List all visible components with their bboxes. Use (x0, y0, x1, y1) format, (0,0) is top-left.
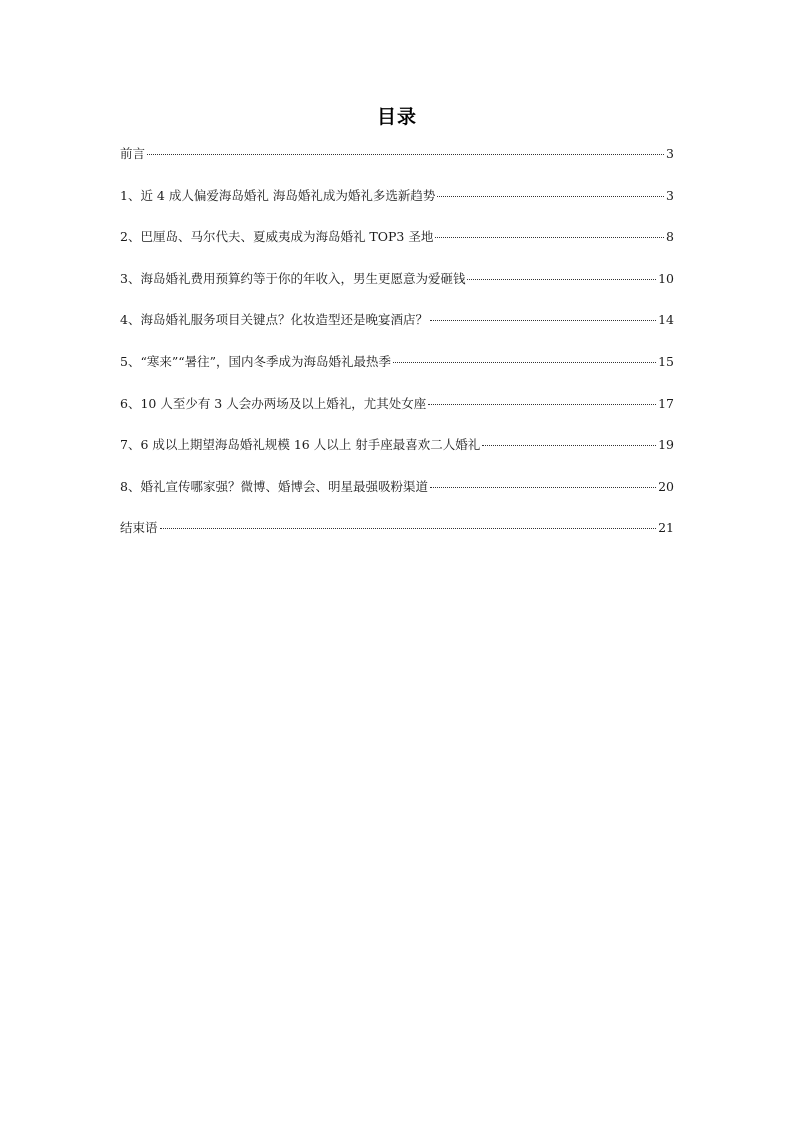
toc-entry-text: 前言 (120, 146, 146, 161)
toc-page-number: 17 (658, 395, 674, 411)
toc-entry-text: 2、巴厘岛、马尔代夫、夏威夷成为海岛婚礼 TOP3 圣地 (120, 229, 434, 245)
toc-page-number: 3 (666, 146, 674, 161)
toc-entry-text: 6、10 人至少有 3 人会办两场及以上婚礼，尤其处女座 (120, 395, 427, 411)
toc-dot-leader (430, 320, 656, 321)
toc-entry-preface[interactable] (120, 143, 674, 185)
toc-entry-7[interactable] (120, 434, 674, 476)
toc-entry-text: 3、海岛婚礼费用预算约等于你的年收入，男生更愿意为爱砸钱 (120, 270, 466, 286)
toc-dot-leader (428, 404, 656, 405)
toc-entry-4[interactable] (120, 309, 674, 351)
toc-entry-5[interactable] (120, 351, 674, 393)
toc-title: 目录 (376, 106, 417, 128)
toc-page-number: 21 (658, 520, 674, 536)
toc-page-number: 10 (658, 270, 674, 286)
toc-dot-leader (393, 362, 656, 363)
toc-page-number: 20 (658, 478, 674, 494)
toc-entry-2[interactable] (120, 226, 674, 268)
toc-page-number: 8 (666, 229, 674, 245)
toc-dot-leader (482, 445, 656, 446)
toc-page-number: 14 (658, 312, 674, 328)
toc-entry-text: 4、海岛婚礼服务项目关键点？化妆造型还是晚宴酒店？ (120, 312, 428, 328)
toc-page-number: 19 (658, 437, 674, 453)
toc-entry-text: 8、婚礼宣传哪家强？微博、婚博会、明星最强吸粉渠道 (120, 478, 428, 494)
toc-page-number: 3 (666, 187, 674, 203)
toc-entry-3[interactable] (120, 268, 674, 310)
toc-entry-conclusion[interactable] (120, 517, 674, 559)
toc-entry-text: 7、6 成以上期望海岛婚礼规模 16 人以上 射手座最喜欢二人婚礼 (120, 437, 481, 453)
toc-entry-text: 5、“寒来”“暑往”，国内冬季成为海岛婚礼最热季 (120, 353, 392, 369)
toc-dot-leader (160, 528, 657, 529)
toc-dot-leader (467, 279, 656, 280)
toc-entry-text: 1、近 4 成人偏爱海岛婚礼 海岛婚礼成为婚礼多选新趋势 (120, 187, 436, 203)
toc-dot-leader (437, 196, 664, 197)
table-of-contents (120, 143, 674, 559)
toc-dot-leader (147, 154, 664, 155)
toc-entry-text: 结束语 (120, 520, 158, 536)
toc-dot-leader (435, 237, 664, 238)
toc-entry-1[interactable] (120, 185, 674, 227)
toc-entry-8[interactable] (120, 476, 674, 518)
toc-page-number: 15 (658, 353, 674, 369)
toc-dot-leader (430, 487, 656, 488)
toc-entry-6[interactable] (120, 393, 674, 435)
